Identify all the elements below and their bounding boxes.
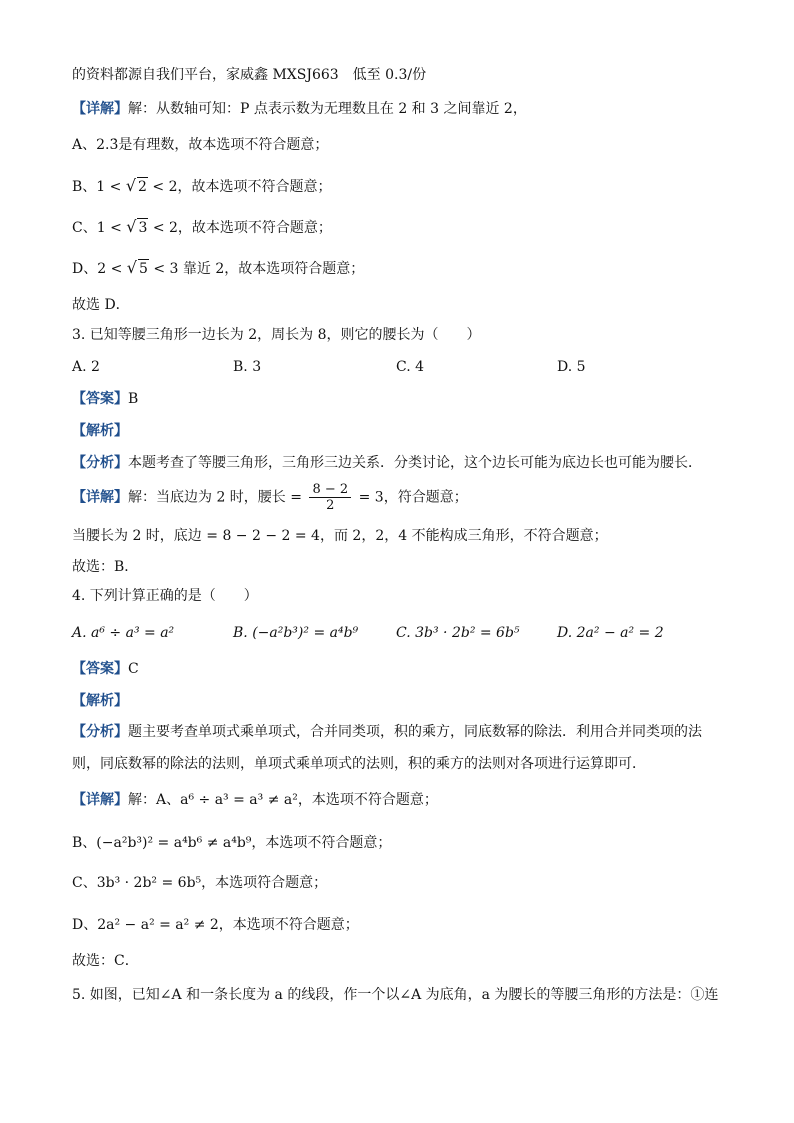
fraction-numerator: 8 − 2 [309, 482, 351, 498]
detail-tag: 【详解】 [72, 489, 128, 506]
q4-analysis-heading [72, 692, 128, 710]
q2-option-c-analysis [72, 218, 332, 237]
q4-option-d: D. 2a² − a² = 2 [557, 625, 664, 641]
detail-text: 解：当底边为 2 时，腰长 = [128, 489, 302, 506]
c-suffix: < 2，故本选项不符合题意； [152, 220, 332, 236]
c-prefix: C、1 < [72, 220, 122, 236]
q4-option-a: A. a⁶ ÷ a³ = a² [72, 625, 175, 641]
source-header: 的资料都源自我们平台，家威鑫 MXSJ663 低至 0.3/份 [72, 67, 427, 83]
detail-text: 解：A、a⁶ ÷ a³ = a³ ≠ a²，本选项不符合题意； [128, 792, 438, 808]
q3-fenxi [72, 454, 702, 472]
q4-stem: 4. 下列计算正确的是（ ） [72, 588, 258, 604]
q2-option-b-analysis [72, 177, 332, 196]
q3-detail [72, 482, 468, 513]
q3-answer [72, 390, 138, 408]
q3-option-a: A. 2 [72, 359, 100, 375]
fenxi-tag: 【分析】 [72, 724, 128, 740]
sqrt-icon: √ [125, 176, 137, 195]
q4-conclusion: 故选：C． [72, 953, 139, 969]
q2-detail-line [72, 100, 527, 118]
detail-text: 解：从数轴可知：P 点表示数为无理数且在 2 和 3 之间靠近 2， [128, 101, 527, 117]
answer-value: C [128, 661, 139, 677]
q2-option-a-analysis: A、2.3̇是有理数，故本选项不符合题意； [72, 137, 329, 153]
q4-detail-c: C、3b³ · 2b² = 6b⁵，本选项符合题意； [72, 875, 328, 891]
q4-fenxi-line2: 则，同底数幂的除法的法则，单项式乘单项式的法则，积的乘方的法则对各项进行运算即可． [72, 756, 646, 772]
q2-option-d-analysis [72, 259, 364, 278]
d-suffix: < 3 靠近 2，故本选项符合题意； [153, 261, 365, 277]
q3-analysis-heading [72, 422, 128, 440]
fraction-denominator: 2 [326, 498, 335, 513]
sqrt-icon: √ [126, 258, 137, 277]
radicand: 3 [138, 220, 148, 236]
q5-stem: 5. 如图，已知∠A 和一条长度为 a 的线段，作一个以∠A 为底角，a 为腰长的等腰三角形的方法是：①连 [72, 987, 719, 1003]
answer-value: B [128, 391, 139, 407]
q3-detail-line2: 当腰长为 2 时，底边 = 8 − 2 − 2 = 4，而 2，2，4 不能构成三角形，不符合题意； [72, 528, 608, 544]
detail-tag: 【详解】 [72, 792, 128, 808]
fenxi-text: 本题考查了等腰三角形，三角形三边关系．分类讨论，这个边长可能为底边长也可能为腰长． [128, 455, 702, 471]
q4-detail-a [72, 791, 438, 809]
q3-option-c: C. 4 [396, 359, 425, 375]
answer-tag: 【答案】 [72, 661, 128, 677]
q3-option-d: D. 5 [557, 359, 586, 375]
analysis-tag: 【解析】 [72, 693, 128, 709]
q2-conclusion: 故选 D． [72, 297, 130, 313]
radicand: 2 [138, 179, 147, 195]
q4-detail-d: D、2a² − a² = a² ≠ 2，本选项不符合题意； [72, 917, 359, 933]
q4-option-b: B. (−a²b³)² = a⁴b⁹ [233, 625, 359, 641]
radicand: 5 [138, 261, 148, 277]
q3-stem: 3. 已知等腰三角形一边长为 2，周长为 8，则它的腰长为（ ） [72, 327, 481, 343]
q3-option-b: B. 3 [233, 359, 262, 375]
sqrt-icon: √ [126, 217, 137, 236]
q4-option-c: C. 3b³ · 2b² = 6b⁵ [396, 625, 520, 641]
q3-conclusion: 故选：B． [72, 559, 139, 575]
b-suffix: < 2，故本选项不符合题意； [152, 179, 332, 195]
detail-tag: 【详解】 [72, 101, 128, 117]
fraction [309, 482, 351, 513]
d-prefix: D、2 < [72, 261, 123, 277]
detail-text-end: = 3，符合题意； [358, 489, 468, 506]
q4-detail-b: B、(−a²b³)² = a⁴b⁶ ≠ a⁴b⁹，本选项不符合题意； [72, 835, 392, 851]
q4-answer [72, 660, 139, 678]
fenxi-text: 题主要考查单项式乘单项式，合并同类项，积的乘方，同底数幂的除法．利用合并同类项的法 [128, 724, 702, 740]
analysis-tag: 【解析】 [72, 423, 128, 439]
b-prefix: B、1 < [72, 179, 122, 195]
fenxi-tag: 【分析】 [72, 455, 128, 471]
q4-fenxi-line1 [72, 723, 702, 741]
answer-tag: 【答案】 [72, 391, 128, 407]
